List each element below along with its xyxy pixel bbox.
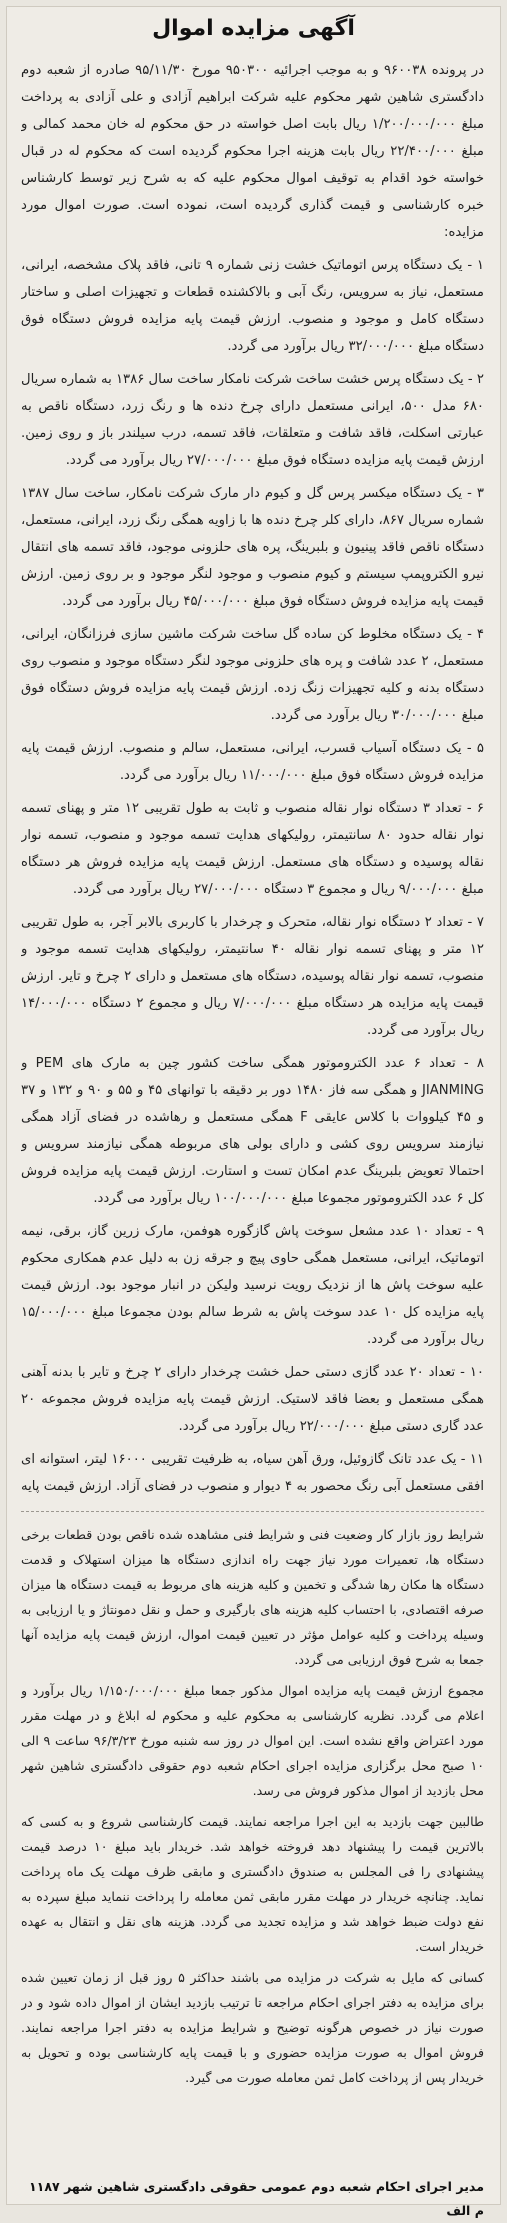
notice-sheet bbox=[6, 6, 501, 2218]
condition-paragraph: شرایط روز بازار کار وضعیت فنی و شرایط فنی مشاهده شده ناقص بودن قطعات برخی دستگاه ها، تعمیرات مورد نیاز جهت راه اندازی دستگاه ها میزان استهلاک و قدمت دستگاه ها مکان رها شدگی و تخمین و کلیه هزینه های مربوط به قیمت دستگاه ها میزان صرفه اقتصادی، با احتساب کلیه هزینه های بارگیری و حمل و نقل دمونتاژ و یا ارزیابی به وسیله پرداخت و کلیه عوامل مؤثر در تعیین قیمت اموال، ارزش قیمت پایه مزایده آنها جمعا به شرح فوق ارزیابی می گردد. bbox=[21, 1527, 484, 1667]
notice-intro: در پرونده ۹۶۰۰۳۸ و به موجب اجرائیه ۹۵۰۳۰۰ مورخ ۹۵/۱۱/۳۰ صادره از شعبه دوم دادگستری شاهین شهر محکوم علیه شرکت ابراهیم آزادی و علی آزادی به پرداخت مبلغ ۱/۲۰۰/۰۰۰/۰۰۰ ریال بابت اصل خواسته در حق محکوم له خان محمد کمالی و مبلغ ۲۲/۴۰۰/۰۰۰ ریال بابت هزینه اجرا محکوم گردیده است که محکوم له در قبال خواسته خود اقدام به توقیف اموال محکوم علیه که به شرح زیر توسط کارشناس خبره کارشناسی و قیمت گذاری گردیده است، نموده است. صورت اموال مورد مزایده: bbox=[21, 63, 484, 240]
asset-item-4: ۴ - یک دستگاه مخلوط کن ساده گل ساخت شرکت ماشین سازی فرزانگان، ایرانی، مستعمل، ۲ عدد شافت و پره های حلزونی موجود لنگر دستگاه موجود و منصوب روی دستگاه بدنه و کلیه تجهیزات زنگ زده. ارزش قیمت پایه مزایده فروش دستگاه فوق مبلغ ۳۰/۰۰۰/۰۰۰ ریال برآورد می گردد. bbox=[21, 627, 484, 723]
asset-item-1: ۱ - یک دستگاه پرس اتوماتیک خشت زنی شماره ۹ تانی، فاقد پلاک مشخصه، ایرانی، مستعمل، نیاز به سرویس، رنگ آبی و بالاکشنده قطعات و تجهیزات اصلی و ساختار دستگاه کامل و موجود و منصوب. ارزش قیمت پایه مزایده فروش دستگاه فوق دستگاه مبلغ ۳۲/۰۰۰/۰۰۰ ریال برآورد می گردد. bbox=[21, 258, 484, 354]
asset-item-3: ۳ - یک دستگاه میکسر پرس گل و کیوم دار مارک شرکت نامکار، ساخت سال ۱۳۸۷ شماره سریال ۸۶۷، دارای کلر چرخ دنده ها با زاویه همگی رنگ زرد، ایرانی، مستعمل، دستگاه ناقص فاقد پینیون و بلبرینگ، پره های حلزونی موجود، فاقد تسمه های انتقال نیرو الکتروپمپ سیستم و کیوم منصوب و موجود لنگر موجود و بر روی زمین. ارزش قیمت پایه مزایده فروش دستگاه فوق مبلغ ۴۵/۰۰۰/۰۰۰ ریال برآورد می گردد. bbox=[21, 486, 484, 609]
section-divider bbox=[21, 1511, 484, 1512]
asset-item-9: ۹ - تعداد ۱۰ عدد مشعل سوخت پاش گازگوره هوفمن، مارک زرین گاز، برقی، نیمه اتوماتیک، ایرانی، مستعمل همگی حاوی پیچ و جرقه زن به دلیل عدم همکاری محکوم علیه سوخت پاش ها از نزدیک رویت نرسید ولیکن در انبار موجود بود. ارزش قیمت پایه مزایده کل ۱۰ عدد سوخت پاش به شرط سالم بودن مجموعا مبلغ ۱۵/۰۰۰/۰۰۰ ریال برآورد می گردد. bbox=[21, 1224, 484, 1347]
notice-body bbox=[21, 57, 484, 1497]
issuer-signature-line: مدیر اجرای احکام شعبه دوم عمومی حقوقی دادگستری شاهین شهر ۱۱۸۷ م الف bbox=[28, 2179, 484, 2218]
asset-item-10: ۱۰ - تعداد ۲۰ عدد گازی دستی حمل خشت چرخدار دارای ۲ چرخ و تایر با بدنه آهنی همگی مستعمل و بعضا فاقد لاستیک. ارزش قیمت پایه مزایده فروش مجموعه ۲۰ عدد گاری دستی مبلغ ۲۲/۰۰۰/۰۰۰ ریال برآورد می گردد. bbox=[21, 1365, 484, 1434]
condition-paragraph: طالبین جهت بازدید به این اجرا مراجعه نمایند. قیمت کارشناسی شروع و به کسی که بالاترین قیمت را پیشنهاد دهد فروخته خواهد شد. خریدار باید مبلغ ۱۰ درصد قیمت پیشنهادی را فی المجلس به صندوق دادگستری و مابقی ظرف مهلت یک ماه پرداخت نماید. چنانچه خریدار در مهلت مقرر مابقی ثمن معامله را پرداخت ننماید مبلغ سپرده به نفع دولت ضبط خواهد شد و مزایده تجدید می گردد. هزینه های نقل و انتقال به عهده خریدار است. bbox=[21, 1814, 484, 1954]
condition-paragraph: مجموع ارزش قیمت پایه مزایده اموال مذکور جمعا مبلغ ۱/۱۵۰/۰۰۰/۰۰۰ ریال برآورد و اعلام می گردد. نظریه کارشناسی به محکوم علیه و محکوم له ابلاغ و در مهلت مقرر مورد اعتراض واقع نشده است. این اموال در روز سه شنبه مورخ ۹۶/۳/۲۳ ساعت ۹ الی ۱۰ صبح محل برگزاری مزایده اجرای احکام شعبه دوم حقوقی دادگستری شاهین شهر محل بازدید از اموال مذکور فروش می رسد. bbox=[21, 1683, 484, 1798]
auction-conditions bbox=[21, 1522, 484, 2170]
asset-item-2: ۲ - یک دستگاه پرس خشت ساخت شرکت نامکار ساخت سال ۱۳۸۶ به شماره سریال ۶۸۰ مدل ۵۰۰، ایرانی مستعمل دارای چرخ دنده ها و رنگ زرد، دستگاه ناقص به عبارتی اسکلت، فاقد شافت و متعلقات، فاقد تسمه، درب سیلندر باز و روی زمین. ارزش قیمت پایه مزایده دستگاه فوق مبلغ ۲۷/۰۰۰/۰۰۰ ریال برآورد می گردد. bbox=[21, 372, 484, 468]
asset-item-8: ۸ - تعداد ۶ عدد الکتروموتور همگی ساخت کشور چین به مارک های PEM و JIANMING و همگی سه فاز ۱۴۸۰ دور بر دقیقه با توانهای ۴۵ و ۵۵ و ۹۰ و ۱۳۲ و ۳۷ و ۴۵ کیلووات با کلاس عایقی F همگی مستعمل و رهاشده در فضای آزاد همگی نیازمند سرویس روی کشی و دارای بولی های مربوطه همگی نیازمند سرویس و احتمالا تعویض بلبرینگ عدم امکان تست و استارت. ارزش قیمت پایه مزایده فروش کل ۶ عدد الکتروموتور مجموعا مبلغ ۱۰۰/۰۰۰/۰۰۰ ریال برآورد می گردد. bbox=[21, 1056, 484, 1206]
asset-item-7: ۷ - تعداد ۲ دستگاه نوار نقاله، متحرک و چرخدار با کاربری بالابر آجر، به طول تقریبی ۱۲ متر و پهنای تسمه نوار نقاله ۴۰ سانتیمتر، رولیکهای هدایت تسمه موجود و منصوب، تسمه نوار نقاله پوسیده، دستگاه های مستعمل و دارای ۲ چرخ و تایر. ارزش قیمت پایه مزایده هر دستگاه مبلغ ۷/۰۰۰/۰۰۰ ریال و مجموع ۲ دستگاه ۱۴/۰۰۰/۰۰۰ ریال برآورد می گردد. bbox=[21, 915, 484, 1038]
condition-paragraph: کسانی که مایل به شرکت در مزایده می باشند حداکثر ۵ روز قبل از زمان تعیین شده برای مزایده به دفتر اجرای احکام مراجعه تا ترتیب بازدید ایشان از اموال داده شود و در صورت نیاز در خصوص هرگونه توضیح و شرایط مزایده به دفتر اجرا مراجعه نمایند. فروش اموال به صورت مزایده حضوری و با قیمت پایه کارشناسی بوده و تحویل به خریدار پس از پرداخت کامل ثمن معامله صورت می گیرد. bbox=[21, 1970, 484, 2085]
asset-item-5: ۵ - یک دستگاه آسیاب قسرب، ایرانی، مستعمل، سالم و منصوب. ارزش قیمت پایه مزایده فروش دستگاه فوق مبلغ ۱۱/۰۰۰/۰۰۰ ریال برآورد می گردد. bbox=[21, 741, 484, 783]
notice-title: آگهی مزایده اموال bbox=[152, 16, 355, 41]
asset-item-11: ۱۱ - یک عدد تانک گازوئیل، ورق آهن سیاه، به ظرفیت تقریبی ۱۶۰۰۰ لیتر، استوانه ای افقی مستعمل آبی رنگ محصور به ۴ دیوار و منصوب در فضای آزاد. ارزش قیمت پایه bbox=[21, 1452, 484, 1494]
asset-item-6: ۶ - تعداد ۳ دستگاه نوار نقاله منصوب و ثابت به طول تقریبی ۱۲ متر و پهنای تسمه نوار نقاله حدود ۸۰ سانتیمتر، رولیکهای هدایت تسمه موجود و منصوب، تسمه نوار نقاله پوسیده و دستگاه های مستعمل. ارزش قیمت پایه مزایده فروش هر دستگاه مبلغ ۹/۰۰۰/۰۰۰ ریال و مجموع ۳ دستگاه ۲۷/۰۰۰/۰۰۰ ریال برآورد می گردد. bbox=[21, 801, 484, 897]
